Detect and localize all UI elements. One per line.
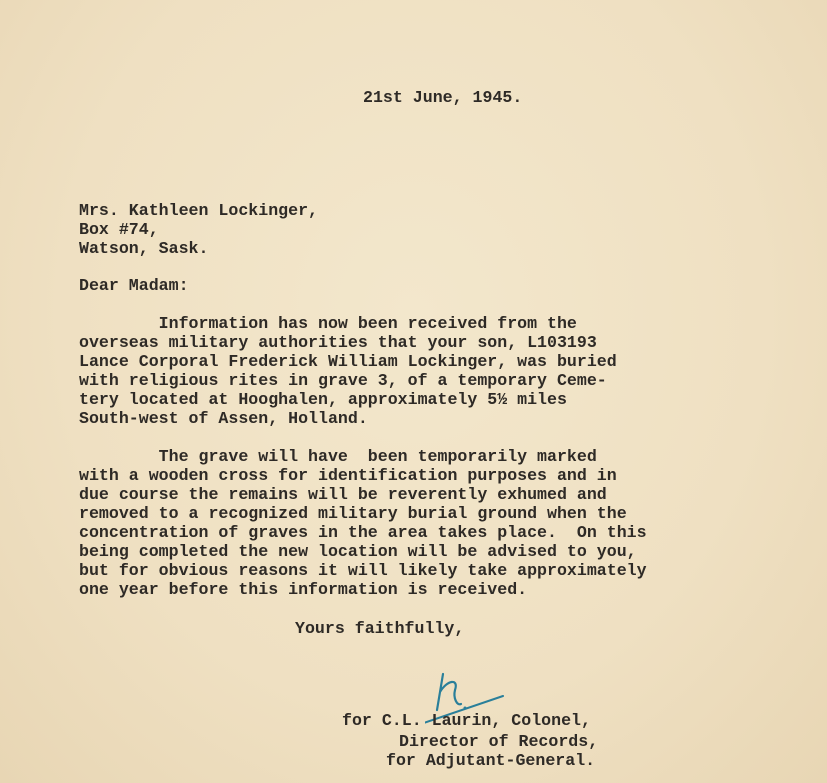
- text-line: removed to a recognized military burial ground when the: [79, 504, 627, 523]
- text-line: concentration of graves in the area takes place. On this: [79, 523, 647, 542]
- text-line: overseas military authorities that your son, L103193: [79, 333, 597, 352]
- text-line: but for obvious reasons it will likely take approximately: [79, 561, 647, 580]
- text-line: one year before this information is received.: [79, 580, 528, 599]
- signature-title: Director of Records,: [399, 732, 599, 751]
- text-line: being completed the new location will be advised to you,: [79, 542, 637, 561]
- address-line: Watson, Sask.: [79, 239, 209, 258]
- address-line: Mrs. Kathleen Lockinger,: [79, 201, 318, 220]
- text-line: South-west of Assen, Holland.: [79, 409, 368, 428]
- salutation: Dear Madam:: [79, 276, 189, 295]
- signature-line: for C.L. Laurin, Colonel,: [342, 711, 591, 730]
- text-line: tery located at Hooghalen, approximately 5½ miles: [79, 390, 567, 409]
- address-line: Box #74,: [79, 220, 159, 239]
- text-line: The grave will have been temporarily marked: [79, 447, 597, 466]
- signature-office: for Adjutant-General.: [386, 751, 596, 770]
- text-line: Lance Corporal Frederick William Lockinger, was buried: [79, 352, 617, 371]
- recipient-address: [79, 201, 318, 258]
- paragraph-2: [79, 447, 647, 599]
- text-line: with a wooden cross for identification purposes and in: [79, 466, 617, 485]
- paragraph-1: [79, 314, 617, 428]
- text-line: due course the remains will be reverently exhumed and: [79, 485, 607, 504]
- closing: Yours faithfully,: [295, 619, 465, 638]
- text-line: with religious rites in grave 3, of a temporary Ceme-: [79, 371, 607, 390]
- text-line: Information has now been received from the: [79, 314, 577, 333]
- letter-date: 21st June, 1945.: [363, 88, 523, 107]
